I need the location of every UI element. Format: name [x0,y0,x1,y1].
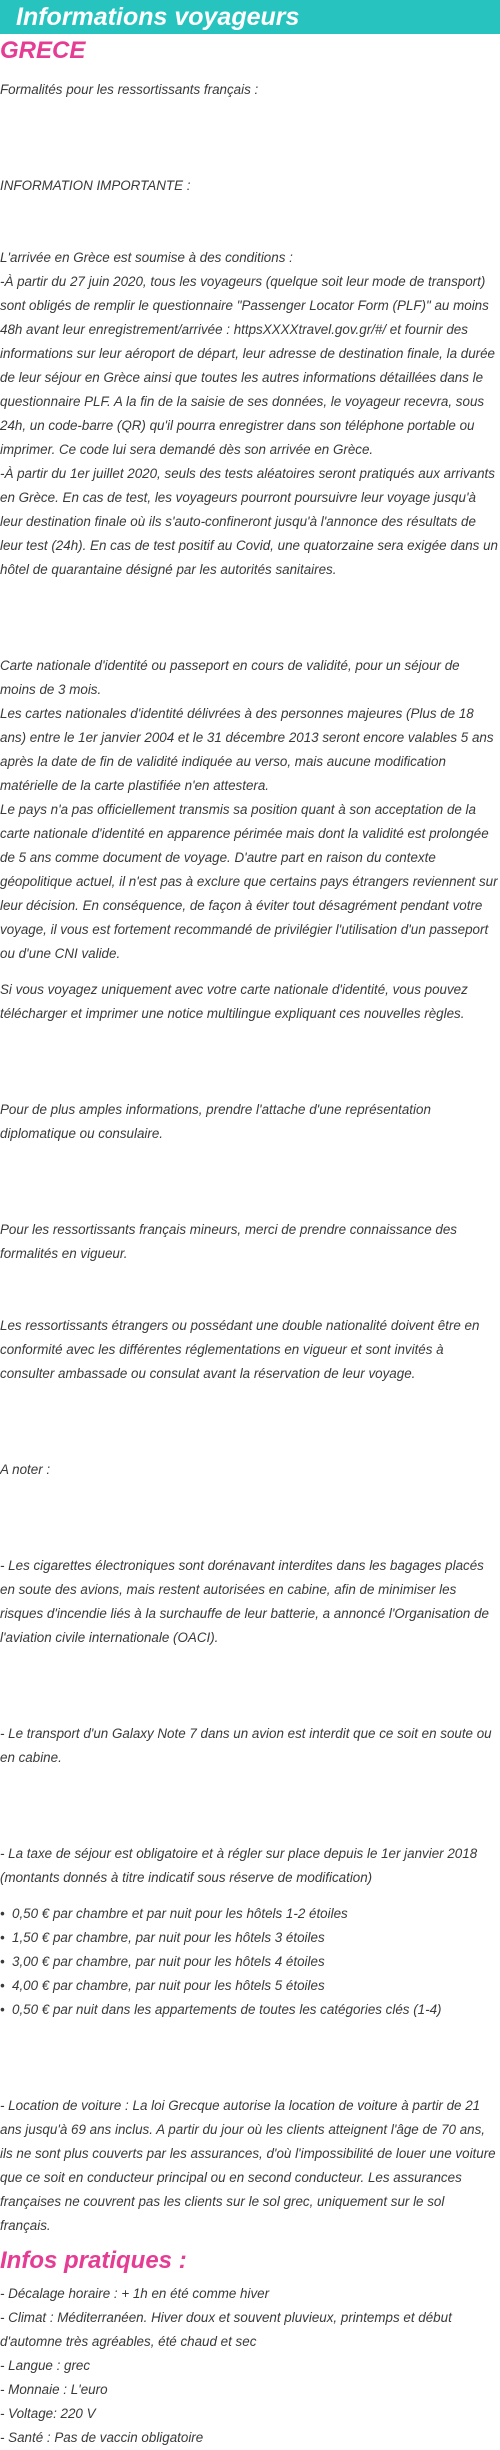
country-title: GRECE [0,37,86,64]
tax-list [0,1902,498,2022]
id-card-recommendation: Le pays n'a pas officiellement transmis sa position quant à son acceptation de la carte nationale d'identité en apparence périmée mais dont la validité est prolongée de 5 ans comme document de voyage. D'autre part en raison du contexte géopolitique actuel, il n'est pas à exclure que certains pays étrangers reviennent sur leur décision. En conséquence, de façon à éviter tout désagrément pendant votre voyage, il vous est fortement recommandé de privilégier l'utilisation d'un passeport ou d'une CNI valide. [0,802,498,961]
conditions-line: L'arrivée en Grèce est soumise à des conditions : [0,250,293,265]
galaxy-text: - Le transport d'un Galaxy Note 7 dans un avion est interdit que ce soit en soute ou en cabine. [0,1726,492,1765]
practical-item-health: - Santé : Pas de vaccin obligatoire [0,2430,204,2445]
list-item: • 1,50 € par chambre, par nuit pour les hôtels 3 étoiles [0,1926,498,1950]
foreigners-text: Les ressortissants étrangers ou possédant une double nationalité doivent être en conformité avec les différentes réglementations en vigueur et sont invités à consulter ambassade ou consulat avant la réservation de leur voyage. [0,1318,480,1381]
id-card-validity: Carte nationale d'identité ou passeport en cours de validité, pour un séjour de moins de 3 mois. [0,658,460,697]
list-item: • 0,50 € par nuit dans les appartements de toutes les catégories clés (1-4) [0,1998,498,2022]
page-title: Informations voyageurs [16,3,300,31]
id-card-extension: Les cartes nationales d'identité délivrées à des personnes majeures (Plus de 18 ans) entre le 1er janvier 2004 et le 31 décembre 2013 seront encore valables 5 ans après la date de fin de validité indiquée au verso, mais aucune modification matérielle de la carte plastifiée n'en attestera. [0,706,494,793]
important-heading: INFORMATION IMPORTANTE : [0,178,191,193]
conditions-tests: -À partir du 1er juillet 2020, seuls des tests aléatoires seront pratiqués aux arrivants en Grèce. En cas de test, les voyageurs pourront poursuivre leur voyage jusqu'à leur destination finale où ils s'auto-confineront jusqu'à l'annonce des résultats de leur test (24h). En cas de test positif au Covid, une quatorzaine sera exigée dans un hôtel de quarantaine désigné par les autorités sanitaires. [0,466,498,577]
practical-info-title: Infos pratiques : [0,2247,187,2274]
list-item: • 4,00 € par chambre, par nuit pour les hôtels 5 étoiles [0,1974,498,1998]
minors-text: Pour les ressortissants français mineurs, merci de prendre connaissance des formalités en vigueur. [0,1222,457,1261]
practical-item-climate: - Climat : Méditerranéen. Hiver doux et souvent pluvieux, printemps et début d'automne très agréables, été chaud et sec [0,2310,452,2349]
practical-item-voltage: - Voltage: 220 V [0,2406,96,2421]
list-item: • 3,00 € par chambre, par nuit pour les hôtels 4 étoiles [0,1950,498,1974]
list-item: • 0,50 € par chambre et par nuit pour les hôtels 1-2 étoiles [0,1902,498,1926]
practical-item-currency: - Monnaie : L'euro [0,2382,108,2397]
practical-item-timezone: - Décalage horaire : + 1h en été comme hiver [0,2286,270,2301]
car-rental-text: - Location de voiture : La loi Grecque autorise la location de voiture à partir de 21 ans jusqu'à 69 ans inclus. A partir du jour où les clients atteignent l'âge de 70 ans, ils ne sont plus couverts par les assurances, d'où l'impossibilité de louer une voiture que ce soit en conducteur principal ou en second conducteur. Les assurances françaises ne couvrent pas les clients sur le sol grec, uniquement sur le sol français. [0,2098,496,2233]
practical-item-language: - Langue : grec [0,2358,91,2373]
tax-intro-text: - La taxe de séjour est obligatoire et à régler sur place depuis le 1er janvier 2018 (montants donnés à titre indicatif sous réserve de modification) [0,1846,478,1885]
intro-text: Formalités pour les ressortissants français : [0,82,259,97]
more-info-text: Pour de plus amples informations, prendre l'attache d'une représentation diplomatique ou consulaire. [0,1102,431,1141]
cigarettes-text: - Les cigarettes électroniques sont dorénavant interdites dans les bagages placés en soute des avions, mais restent autorisées en cabine, afin de minimiser les risques d'incendie liés à la surchauffe de leur batterie, a annoncé l'Organisation de l'aviation civile internationale (OACI). [0,1558,489,1645]
a-noter-heading: A noter : [0,1462,51,1477]
conditions-plf: -À partir du 27 juin 2020, tous les voyageurs (quelque soit leur mode de transport) sont obligés de remplir le questionnaire "Passenger Locator Form (PLF)" au moins 48h avant leur enregistrement/arrivée : httpsXXXXtravel.gov.gr/#/ et fournir des informations sur leur aéroport de départ, leur adresse de destination finale, la durée de leur séjour en Grèce ainsi que toutes les autres informations détaillées dans le questionnaire PLF. A la fin de la saisie de ses données, le voyageur recevra, sous 24h, un code-barre (QR) qu'il pourra enregistrer dans son téléphone portable ou imprimer. Ce code lui sera demandé dès son arrivée en Grèce. [0,274,496,457]
page-header [0,0,500,34]
main-content [0,36,500,2450]
notice-text: Si vous voyagez uniquement avec votre carte nationale d'identité, vous pouvez télécharger et imprimer une notice multilingue expliquant ces nouvelles règles. [0,982,468,1021]
